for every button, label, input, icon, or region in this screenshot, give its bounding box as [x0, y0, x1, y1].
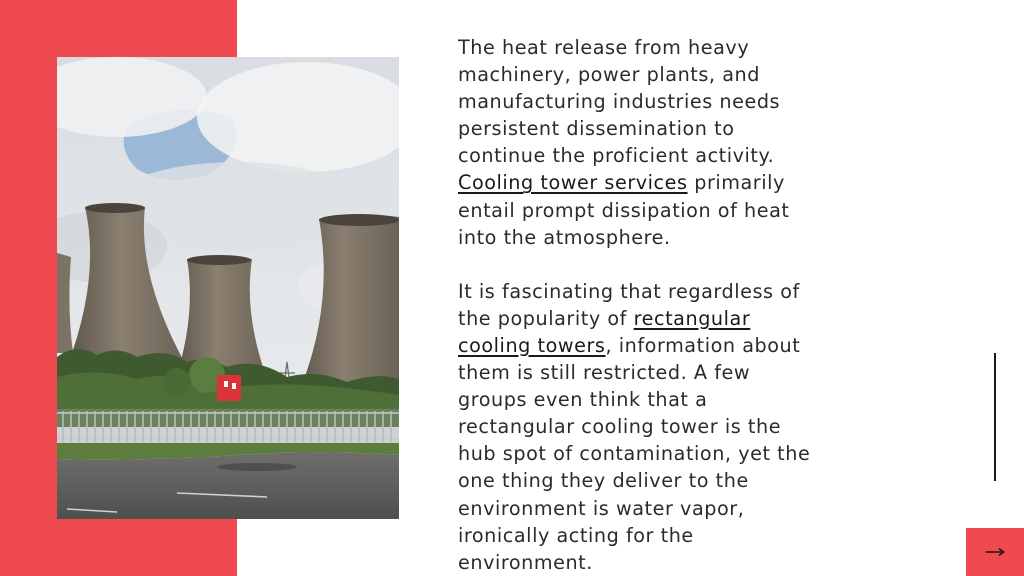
- rectangular-cooling-towers-link[interactable]: rectangular cooling towers: [458, 306, 751, 357]
- paragraph-2: [458, 278, 818, 576]
- paragraph-1-text-start: The heat release from heavy machinery, power plants, and manufacturing industries needs persistent dissemination to continue the proficient activity.: [458, 36, 781, 168]
- vertical-divider: [994, 353, 996, 481]
- paragraph-1: [458, 34, 818, 251]
- article-text: [458, 34, 818, 576]
- cooling-towers-photo: [57, 57, 399, 519]
- next-slide-button[interactable]: [966, 528, 1024, 576]
- paragraph-2-text-start: It is fascinating that regardless of the popularity of: [458, 279, 800, 330]
- paragraph-2-text-end: , information about them is still restricted. A few groups even think that a rectangular cooling tower is the hub spot of contamination, yet the one thing they deliver to the environment is water vapor, ironically acting for the environment.: [458, 333, 811, 574]
- paragraph-1-text-end: primarily entail prompt dissipation of heat into the atmosphere.: [458, 171, 790, 249]
- arrow-right-icon: [985, 547, 1005, 557]
- cooling-tower-services-link[interactable]: Cooling tower services: [458, 171, 688, 195]
